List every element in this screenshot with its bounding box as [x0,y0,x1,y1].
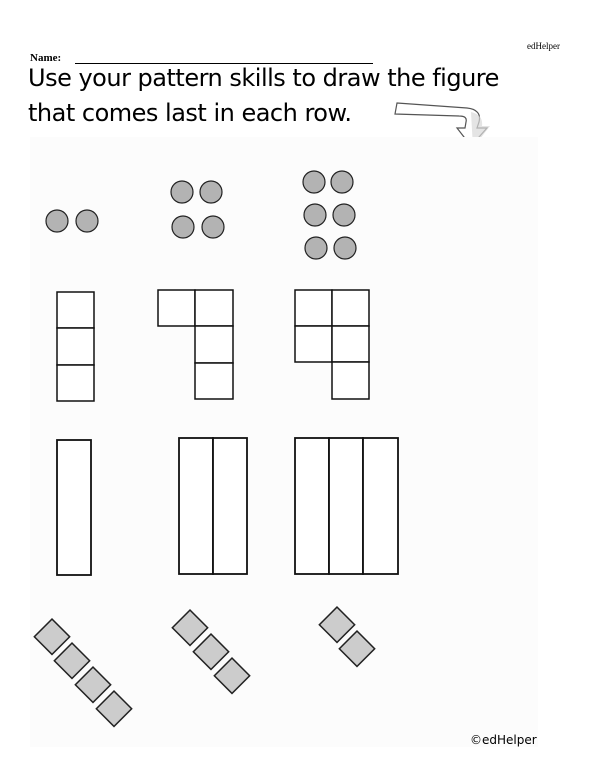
circle-figure-3 [303,171,356,259]
footer-brand: ©edHelper [470,733,537,747]
diamond [172,610,207,645]
circle [171,181,193,203]
square [195,363,233,399]
bar [179,438,213,574]
circle [303,171,325,193]
square [332,326,369,362]
square [195,326,233,363]
bar-figure-2 [179,438,247,574]
square [295,290,332,326]
circle [172,216,194,238]
row-bars [57,438,398,575]
square-figure-1 [57,292,94,401]
square [195,290,233,326]
diamond-figure-3 [319,607,374,666]
diamond [54,643,89,678]
circle [304,204,326,226]
row-diamonds [34,607,374,726]
instruction-line-1: Use your pattern skills to draw the figure [28,64,499,92]
circle [333,204,355,226]
brand-header: edHelper [527,41,560,51]
circle [200,181,222,203]
circle-figure-1 [46,210,98,232]
bar [213,438,247,574]
bar-figure-1 [57,440,91,575]
diamond [339,631,374,666]
bar [57,440,91,575]
square [158,290,195,326]
name-label: Name: [30,52,62,64]
circle [334,237,356,259]
bar [295,438,329,574]
square [295,326,332,362]
square [332,290,369,326]
circle [46,210,68,232]
circle [76,210,98,232]
diamond [193,634,228,669]
diamond [96,691,131,726]
bar-figure-3 [295,438,398,574]
diamond-figure-2 [172,610,249,693]
row-circles [46,171,356,259]
diamond [34,619,69,654]
bar [363,438,398,574]
square-figure-3 [295,290,369,399]
circle [331,171,353,193]
square [57,292,94,328]
diamond [214,658,249,693]
bar [329,438,363,574]
diamond [75,667,110,702]
diamond-figure-1 [34,619,131,726]
square [57,365,94,401]
circle-figure-2 [171,181,224,238]
square-figure-2 [158,290,233,399]
circle [202,216,224,238]
square [332,362,369,399]
square [57,328,94,365]
row-squares [57,290,369,401]
circle [305,237,327,259]
instruction-line-2: that comes last in each row. [28,99,352,127]
diamond [319,607,354,642]
